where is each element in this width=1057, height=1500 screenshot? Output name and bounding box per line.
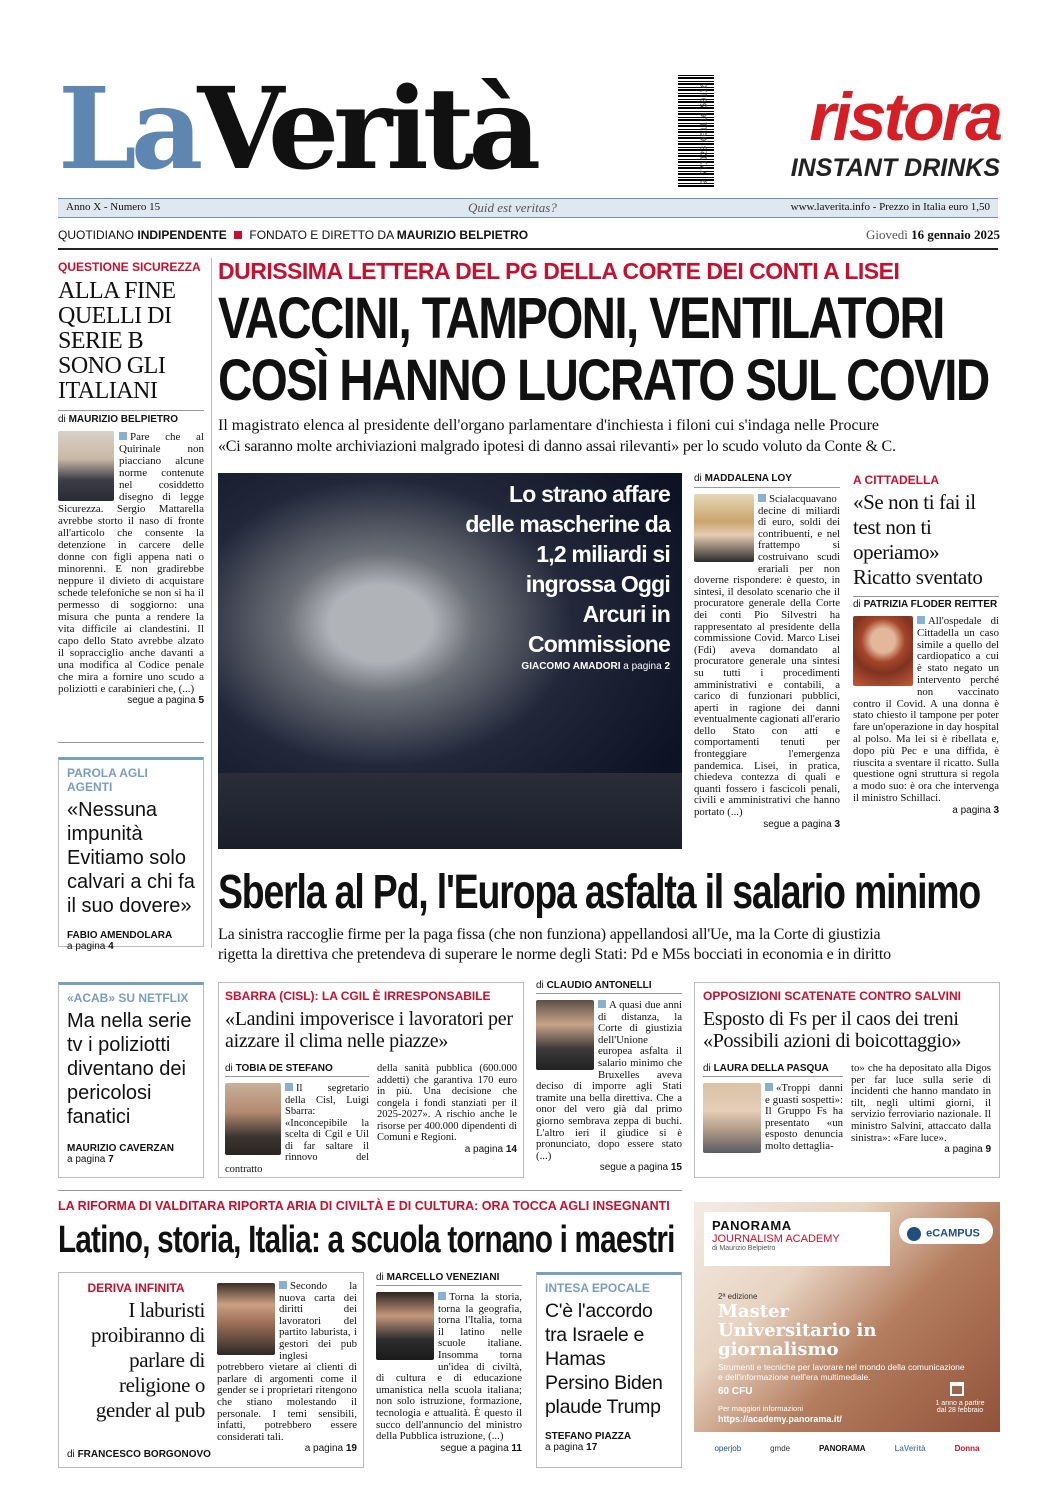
tagline-founded: FONDATO E DIRETTO DA [249, 228, 394, 242]
date-main: 16 gennaio 2025 [911, 227, 1000, 242]
site-price: www.laverita.info - Prezzo in Italia euro 1,50 [790, 201, 990, 213]
belpietro-photo [58, 431, 114, 501]
photo-overlay-text: Lo strano affare delle mascherine da 1,2 miliardi si ingrossa Oggi Arcuri in Commissione [465, 481, 670, 657]
tagline-independent: INDIPENDENTE [137, 228, 227, 242]
fs-title: Esposto di Fs per il caos dei treni «Possibili azioni di boicottaggio» [703, 1008, 962, 1052]
israele-author: STEFANO PIAZZA [545, 1431, 632, 1442]
ad-by: di Maurizio Belpietro [712, 1245, 776, 1252]
della-pasqua-photo [703, 1083, 761, 1153]
veneziani-photo [376, 1292, 434, 1360]
salario-deck-2: rigetta la direttiva che pretendeva di superare le norme degli Stati: Pd e M5s bocciati in economia e in diritto [218, 946, 891, 963]
de-stefano-photo [225, 1083, 281, 1155]
fs-kicker: OPPOSIZIONI SCATENATE CONTRO SALVINI [703, 989, 962, 1003]
scuola-headline[interactable]: Latino, storia, Italia: a scuola tornano i maestri [58, 1219, 675, 1261]
antonelli-byline: di CLAUDIO ANTONELLI [536, 980, 682, 994]
ecampus-logo [899, 1218, 993, 1244]
laburisti-kicker: DERIVA INFINITA [87, 1281, 185, 1295]
floder-photo [853, 616, 913, 686]
ecampus-icon [907, 1227, 921, 1241]
fs-ref[interactable]: a pagina 9 [944, 1144, 991, 1156]
partner-4: LaVerità [894, 1444, 926, 1453]
israele-title: C'è l'accordo tra Israele e Hamas Persino Biden plaude Trump [545, 1300, 663, 1418]
masthead-logo [58, 64, 578, 195]
ad-title: Master Universitario in giornalismo [718, 1301, 877, 1360]
left1-ref[interactable]: segue a pagina 5 [127, 695, 204, 706]
laburisti-body: Secondo la nuova carta dei diritti dei lavoratori del partito laburista, i gestori dei pub inglesi potrebbero vietare ai clienti di parlare di argomenti come il gender se i proprietari ritengono che stiano molestando il personale. I temi sensibili, infatti, potrebbero essere considerati tali. [217, 1280, 357, 1443]
photo-credit [521, 661, 670, 672]
barcode-number: 9 771123 001116 50116 [699, 83, 709, 185]
rule-left-top [58, 742, 204, 743]
veneziani-body: Torna la storia, torna la geografia, torna l'Italia, torna il latino nelle scuole italiane. Insomma torna un'idea di civiltà, di cultura e di educazione umanistica nella scuola italiana; non solo istruzione, formazione, tecnologia e attualità. È questo il succo dell'annuncio del ministro della Pubblica istruzione, (...) [376, 1291, 522, 1443]
borgonovo-photo [217, 1283, 275, 1355]
salario-headline[interactable]: Sberla al Pd, l'Europa asfalta il salario minimo [218, 866, 981, 919]
veneziani-byline: di MARCELLO VENEZIANI [376, 1272, 522, 1286]
ristora-sub: INSTANT DRINKS [790, 154, 1000, 182]
laburisti-right-col [217, 1281, 357, 1454]
ad-url[interactable]: https://academy.panorama.it/ [718, 1414, 842, 1424]
vrule-main [211, 258, 212, 948]
partner-5: Donna [954, 1444, 980, 1453]
photo-ref-pre: a pagina [623, 661, 662, 672]
sbarra-byline: di TOBIA DE STEFANO [225, 1063, 369, 1077]
antonelli-photo [536, 1000, 594, 1070]
acab-title: Ma nella serie tv i poliziotti diventano dei pericolosi fanatici [67, 1010, 192, 1128]
israele-kicker: INTESA EPOCALE [545, 1281, 650, 1295]
sbarra-body-1: Il segretario della Cisl, Luigi Sbarra: «Inconcepibile la scelta di Cgil e Uil di far saltare il rinnovo del contratto [225, 1083, 369, 1175]
tagline [58, 228, 528, 242]
masthead-title-verita: Verità [197, 64, 536, 195]
issue-bar [58, 198, 998, 218]
antonelli-ref[interactable]: segue a pagina 15 [599, 1162, 682, 1174]
israele-ref[interactable]: a pagina 17 [545, 1442, 598, 1453]
scuola-kicker: LA RIFORMA DI VALDITARA RIPORTA ARIA DI CIVILTÀ E DI CULTURA: ORA TOCCA AGLI INSEGNANTI [58, 1199, 670, 1213]
tagline-pre: QUOTIDIANO [58, 228, 135, 242]
veneziani-article[interactable] [376, 1272, 522, 1472]
sbarra-left-col [225, 1063, 369, 1175]
ad-header-panel [704, 1212, 890, 1266]
masthead-title-la: La [58, 64, 198, 195]
sbarra-title: «Landini impoverisce i lavoratori per aizzare il clima nelle piazze» [225, 1008, 513, 1052]
loy-photo [694, 494, 754, 562]
sbarra-box[interactable] [218, 982, 524, 1178]
ad-desc: Strumenti e tecniche per lavorare nel mondo della comunicazione e dell'informazione nell'era multimediale. [718, 1362, 965, 1382]
laburisti-title: I laburisti proibiranno di parlare di religione o gender al pub [91, 1298, 205, 1422]
laburisti-left-col [67, 1281, 205, 1423]
main-headline-2[interactable]: COSÌ HANNO LUCRATO SUL COVID [218, 348, 989, 413]
arcuri-photo[interactable] [218, 473, 682, 849]
cittadella-title: «Se non ti fai il test non ti operiamo» Ricatto sventato [853, 490, 983, 589]
left2-kicker: PAROLA AGLI AGENTI [67, 766, 148, 794]
masthead-rule [58, 248, 998, 250]
ad-partners [694, 1432, 1000, 1474]
left1-body: Pare che al Quirinale non piacciano alcune norme contenute nel cosiddetto disegno di legge Sicurezza. Sergio Mattarella avrebbe storto il naso di fronte all'articolo che consente la detenzione in carcere delle donne con figli appena nati o minorenni. E non gradirebbe neppure il divieto di acquistare schede telefoniche se non si ha il permesso di soggiorno: una misura che punta a rendere la vita difficile ai clandestini. Il capo dello Stato avrebbe alzato il sopracciglio anche davanti a una modifica al Codice penale che mira a fornire uno scudo a poliziotti e carabinieri che, (...) [58, 431, 204, 695]
veneziani-ref[interactable]: segue a pagina 11 [440, 1442, 522, 1454]
partner-1: operjob [714, 1444, 742, 1453]
left-editorial[interactable] [58, 260, 204, 740]
fs-right-col [851, 1063, 991, 1155]
ad-cfu: 60 CFU [718, 1386, 753, 1397]
israele-box[interactable] [536, 1272, 682, 1468]
loy-article[interactable] [694, 473, 840, 853]
main-deck-1: Il magistrato elenca al presidente dell'organo parlamentare d'inchiesta i filoni cui s'indaga nelle Procure [218, 417, 879, 434]
main-deck-2: «Ci saranno molte archiviazioni malgrado ipotesi di danno assai rilevanti» per lo scudo voluto da Conte & C. [218, 438, 896, 455]
left1-title: ALLA FINE QUELLI DI SERIE B SONO GLI ITALIANI [58, 278, 176, 404]
tagline-square [234, 231, 242, 239]
ristora-brand: ristora [809, 79, 1000, 155]
left2-author: FABIO AMENDOLARA [67, 930, 173, 941]
photo-desk [218, 773, 682, 849]
sbarra-right-col [377, 1063, 517, 1155]
cittadella-article[interactable] [853, 473, 999, 853]
laburisti-box[interactable] [58, 1272, 364, 1468]
fs-body-2: to» che ha depositato alla Digos per far luce sulla serie di incidenti che hanno mandato in tilt, negli ultimi giorni, il servizio ferroviario nazionale. Il ministro Salvini, attaccato dalla sinistra»: «Fare luce». [851, 1062, 991, 1144]
acab-box[interactable] [58, 982, 204, 1178]
ad-brand1: PANORAMA [712, 1218, 792, 1233]
laburisti-byline: di FRANCESCO BORGONOVO [67, 1449, 211, 1460]
left1-kicker: QUESTIONE SICUREZZA [58, 260, 201, 274]
cittadella-kicker: A CITTADELLA [853, 473, 939, 487]
ad-ristora[interactable] [748, 80, 1000, 188]
ecampus-text: eCAMPUS [926, 1227, 980, 1240]
calendar-icon [950, 1382, 964, 1396]
ad-brand2: JOURNALISM ACADEMY [712, 1233, 840, 1245]
motto: Quid est veritas? [468, 200, 557, 215]
fs-left-col [703, 1063, 843, 1155]
left2-title: «Nessuna impunità Evitiamo solo calvari a chi fa il suo dovere» [67, 799, 195, 917]
cittadella-body: All'ospedale di Cittadella un caso simile a quello del cardiopatico a cui è stato negato un intervento perché non vaccinato contro il Covid. A una donna è stato chiesto il tampone per poter fare un'operazione in day hospital al polso. Ma lei si è ribellata e, dopo più Pec e una diffida, è riuscita a sventare il ricatto. Sulla questione ogni struttura si regola a modo suo: è ora che intervenga il ministro Schillaci. [853, 615, 999, 804]
partner-2: gmde [770, 1444, 791, 1453]
left2-ref[interactable]: a pagina 4 [67, 941, 114, 952]
left-agenti-box[interactable] [58, 757, 204, 952]
sbarra-kicker: SBARRA (CISL): LA CGIL È IRRESPONSABILE [225, 989, 491, 1003]
antonelli-article[interactable] [536, 980, 682, 1180]
main-headline-1[interactable]: VACCINI, TAMPONI, VENTILATORI [218, 286, 944, 351]
fs-byline: di LAURA DELLA PASQUA [703, 1063, 843, 1077]
left1-byline: di MAURIZIO BELPIETRO [58, 410, 204, 425]
sbarra-body-2: della sanità pubblica (600.000 addetti) che garantiva 170 euro in più. Una decisione che congela i fondi stanziati per il 2025-2027». A rischio anche le risorse per 400.000 dipendenti di Comuni e Regioni. [377, 1063, 517, 1143]
cittadella-ref[interactable]: a pagina 3 [952, 804, 999, 816]
salario-deck-1: La sinistra raccoglie firme per la paga fissa (che non funziona) appellandosi all'Ue, ma la Corte di giustizia [218, 926, 881, 943]
fs-body-1: «Troppi danni e guasti sospetti»: Il Gruppo Fs ha presentato «un esposto denuncia molto dettaglia- [765, 1082, 843, 1152]
tagline-director: MAURIZIO BELPIETRO [396, 228, 529, 242]
laburisti-ref[interactable]: a pagina 19 [304, 1443, 357, 1455]
acab-author: MAURIZIO CAVERZAN [67, 1143, 175, 1154]
photo-author: GIACOMO AMADORI [521, 661, 621, 672]
ad-info: Per maggiori informazioni [718, 1404, 804, 1413]
main-kicker: DURISSIMA LETTERA DEL PG DELLA CORTE DEI CONTI A LISEI [218, 258, 900, 284]
ad-start: 1 anno a partire dal 28 febbraio [935, 1400, 985, 1414]
ad-panorama-academy[interactable] [694, 1202, 1000, 1474]
barcode [678, 75, 714, 187]
loy-body: Scialacquavano decine di miliardi di euro, soldi dei contribuenti, e nel frattempo si costruivano scudi erariali per non doverne rispondere: è questo, in sintesi, il desolato scenario che il procuratore generale della Corte dei conti Pio Silvestri ha rappresentato al presidente della commissione Covid. Marco Lisei (Fdi) aveva domandato al procuratore generale una sintesi su tutti i procedimenti amministrativi e contabili, a carico di funzionari pubblici, aperti in ragione dei danni eventualmente cagionati all'erario dello Stato con atti e comportamenti tenuti per fronteggiare l'emergenza pandemica. Lisei, in pratica, chiedeva contezza di quali e quanti fossero i fascicoli penali, civili e amministrativi che hanno portato (...) [694, 493, 840, 819]
issue-date [866, 227, 1000, 243]
acab-kicker: «ACAB» SU NETFLIX [67, 991, 189, 1005]
sbarra-ref[interactable]: a pagina 14 [464, 1143, 517, 1155]
acab-ref[interactable]: a pagina 7 [67, 1154, 114, 1165]
loy-ref[interactable]: segue a pagina 3 [763, 818, 840, 830]
partner-3: PANORAMA [819, 1444, 866, 1453]
antonelli-body: A quasi due anni di distanza, la Corte di giustizia dell'Unione europea asfalta il salario minimo che Bruxelles aveva deciso di imporre agli Stati tramite una bella direttiva. Che a onor del vero già dal primo giorno sembrava zeppa di buchi. L'altro ieri il giudice si è pronunciato, dopo essere stato (...) [536, 999, 682, 1162]
date-weekday: Giovedì [866, 227, 908, 242]
fs-box[interactable] [694, 982, 1000, 1178]
rule-scuola [58, 1190, 682, 1191]
photo-ref-num: 2 [664, 661, 670, 672]
cittadella-byline: di PATRIZIA FLODER REITTER [853, 596, 999, 610]
issue-number: Anno X - Numero 15 [66, 201, 161, 213]
ad-edition: 2ª edizione [718, 1292, 758, 1301]
loy-byline: di MADDALENA LOY [694, 473, 840, 488]
